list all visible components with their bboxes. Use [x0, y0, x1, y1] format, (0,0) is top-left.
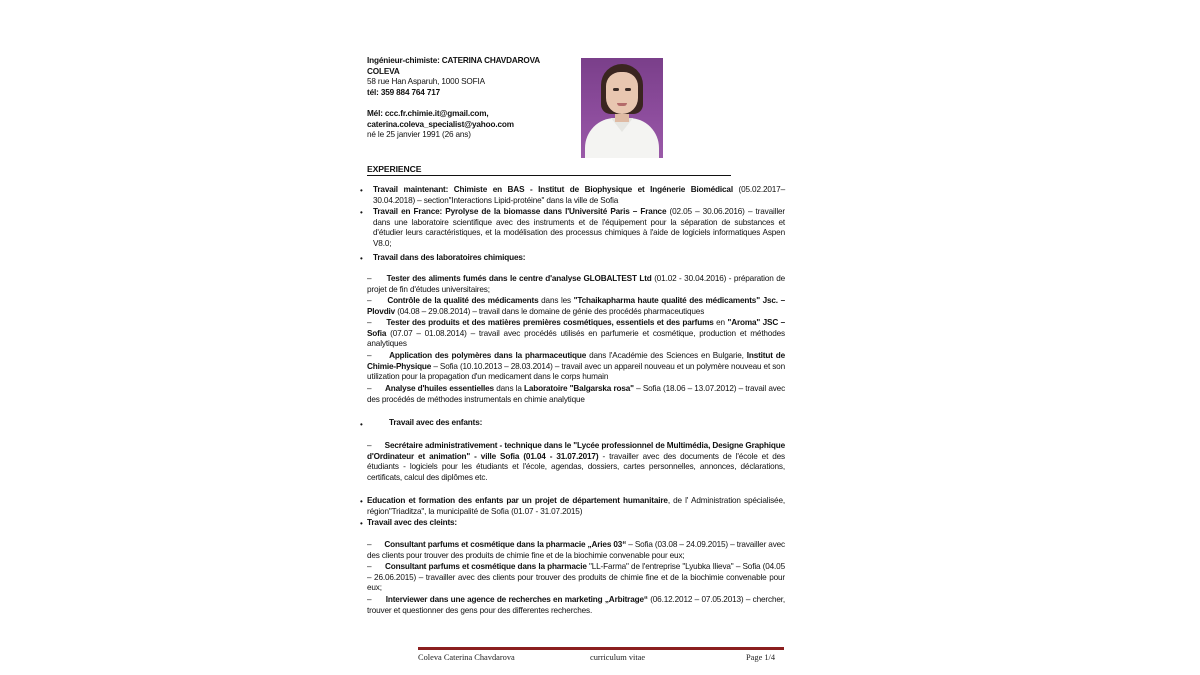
bullet-icon: • — [360, 254, 363, 263]
lab-item-4: – Application des polymères dans la pharmaceutique dans l'Académie des Sciences en Bulgarie, Institut de Chimie-Physique – Sofia (10.10.2013 – 28.03.2014) – travail avec un appareil nouveau et un polymère nouveau et son utilization pour la propagation d'un medicament dans le corps humain — [367, 351, 785, 382]
clients-item-1: – Consultant parfums et cosmétique dans la pharmacie „Aries 03“ – Sofia (03.08 – 24.09.2015) – travailler avec des clients pour trouver des produits de chimie fine et de la biochimie convenable pour eux; — [367, 540, 786, 560]
portrait-photo — [581, 58, 663, 158]
lab-item-5: – Analyse d'huiles essentielles dans la Laboratoire "Balgarska rosa" – Sofia (18.06 – 13.07.2012) – travail avec des procédés de méthodes instrumentals en chimie analytique — [367, 384, 786, 404]
children-item-1: – Secrétaire administrativement - technique dans le "Lycée professionnel de Multimédia, Designe Graphique d'Ordinateur et animation" - ville Sofia (01.04 - 31.07.2017) - travailler avec des documents de l'école et des étudiants - logiciels pour les étudiants et l'école, agendas, dossiers, cartes personnelles, annonces, déclarations, certificats, calcul des diplômes etc. — [367, 441, 786, 482]
candidate-name: CATERINA CHAVDAROVA — [439, 56, 541, 65]
clients-item-2: – Consultant parfums et cosmétique dans la pharmacie "LL-Farma" de l'entreprise "Lyubka Ilieva" – Sofia (04.05 – 26.06.2015) – travailler avec des clients pour trouver des produits de chimie fine et de la biochimie convenable pour eux; — [367, 562, 785, 593]
email-2[interactable]: caterina.coleva_specialist@yahoo.com — [367, 119, 514, 129]
footer-name: Coleva Caterina Chavdarova — [418, 653, 515, 662]
exp-france: Travail en France: Pyrolyse de la biomasse dans l'Université Paris – France (02.05 – 30.06.2016) – travailler dans une laboratoire scientifique avec des instruments et de l'équipement pour la séparation de substances et d'étudier leurs caractéristiques, et la modélisation des processus chimiques à l'aide de logiciels informatiques Aspen V8.0; — [373, 207, 785, 248]
bullet-icon: • — [360, 420, 363, 429]
bullet-icon: • — [360, 186, 363, 195]
lab-item-1: – Tester des aliments fumés dans le centre d'analyse GLOBALTEST Ltd (01.02 - 30.04.2016) - préparation de projet de fin d'études universitaires; — [367, 274, 786, 294]
bullet-icon: • — [360, 208, 363, 217]
profession-label: Ingénieur-chimiste: — [367, 56, 440, 65]
mail-label: Mél: — [367, 108, 385, 118]
address: 58 rue Han Asparuh, 1000 SOFIA — [367, 77, 485, 87]
birth-date: né le 25 janvier 1991 (26 ans) — [367, 130, 471, 140]
labs-heading: Travail dans des laboratoires chimiques: — [373, 253, 526, 262]
candidate-surname: COLEVA — [367, 66, 400, 76]
children-heading: Travail avec des enfants: — [389, 418, 483, 427]
clients-item-3: – Interviewer dans une agence de recherches en marketing „Arbitrage“ (06.12.2012 – 07.05.2013) – chercher, trouver et questionner des gens pour des differentes recherches. — [367, 595, 786, 615]
footer-page-number: Page 1/4 — [746, 653, 776, 662]
exp-current: Travail maintenant: Chimiste en BAS - Institut de Biophysique et Ingénerie Biomédical (05.02.2017– 30.04.2018) – section"Interactions Lipid-protéine" dans la ville de Sofia — [373, 185, 785, 205]
exp-education: Education et formation des enfants par un projet de département humanitaire, de l' Administration spécialisée, région"Triaditza", la municipalité de Sofia (01.07 - 31.07.2015) — [367, 496, 785, 516]
experience-heading: EXPERIENCE — [367, 164, 731, 176]
footer-title: curriculum vitae — [590, 653, 646, 662]
bullet-icon: • — [360, 497, 363, 506]
clients-heading: Travail avec des cleints: — [367, 518, 458, 527]
email-1[interactable]: ccc.fr.chimie.it@gmail.com, — [384, 108, 489, 118]
phone-number: 359 884 764 717 — [380, 87, 441, 97]
footer-divider — [418, 647, 784, 650]
lab-item-3: – Tester des produits et des matières premières cosmétiques, essentiels et des parfums en "Aroma" JSC – Sofia (07.07 – 01.08.2014) – travail avec procédés utilisés en parfumerie et cosmétique, production et méthodes analytiques — [367, 318, 786, 349]
contact-header — [367, 56, 567, 141]
phone-label: tél: — [367, 87, 381, 97]
bullet-icon: • — [360, 519, 363, 528]
lab-item-2: – Contrôle de la qualité des médicaments dans les "Tchaikapharma haute qualité des médicaments" Jsc. – Plovdiv (04.08 – 29.08.2014) – travail dans le domaine de génie des procédés pharmaceutiques — [367, 296, 785, 316]
